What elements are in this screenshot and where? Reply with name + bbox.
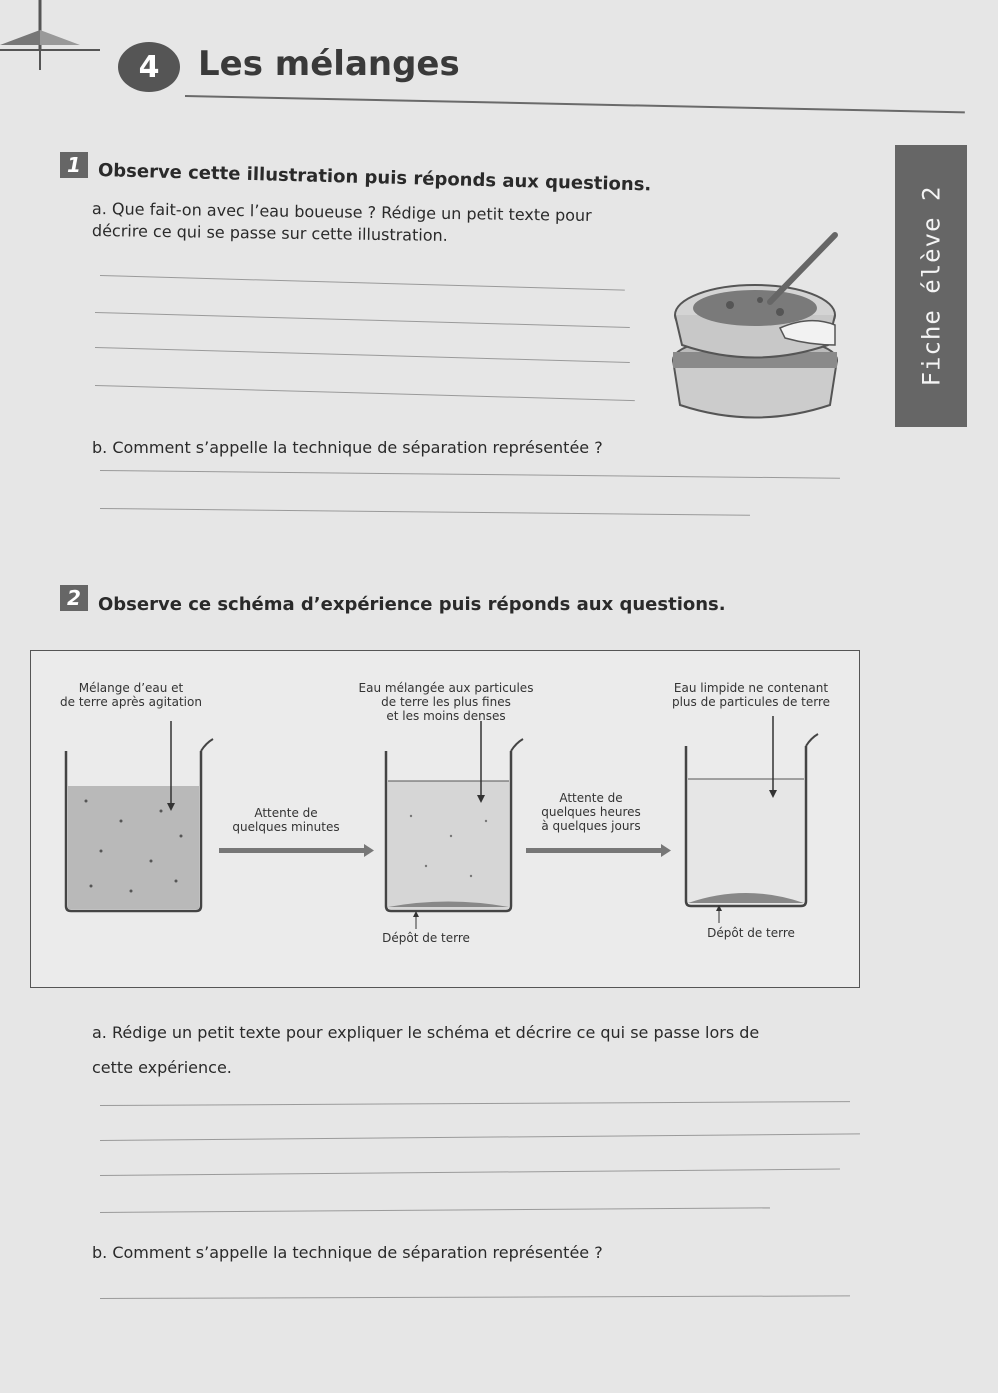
header-divider [185,95,965,113]
answer-line[interactable] [100,470,840,479]
answer-line[interactable] [95,312,630,328]
chapter-number-badge: 4 [118,42,180,92]
beaker-2-label: Eau mélangée aux particules de terre les plus fines et les moins denses [358,681,534,723]
exercise-2-title: Observe ce schéma d’expérience puis réponds aux questions. [98,594,726,615]
answer-line[interactable] [100,1169,840,1176]
exercise-2-question-a-line2: cette expérience. [92,1058,232,1077]
deposit-label-beaker-3: Dépôt de terre [707,926,795,940]
answer-line[interactable] [100,1207,770,1213]
answer-line[interactable] [100,508,750,516]
exercise-1-question-b: b. Comment s’appelle la technique de séparation représentée ? [92,438,603,457]
side-tab-label: Fiche élève 2 [917,185,945,387]
exercise-1-question-a-line1: a. Que fait-on avec l’eau boueuse ? Rédige un petit texte pour [91,199,592,225]
answer-line[interactable] [100,1101,850,1106]
exercise-1-number: 1 [60,152,88,178]
exercise-1-title: Observe cette illustration puis réponds aux questions. [97,160,652,196]
answer-line[interactable] [95,347,630,363]
answer-line[interactable] [100,275,625,291]
exercise-2-number: 2 [60,585,88,611]
experiment-diagram [30,650,860,988]
answer-line[interactable] [100,1133,860,1141]
beaker-1-label: Mélange d’eau et de terre après agitation [60,681,202,709]
exercise-2-question-b: b. Comment s’appelle la technique de séparation représentée ? [92,1243,603,1262]
chapter-title: Les mélanges [198,44,460,84]
arrow-2-label: Attente de quelques heures à quelques jours [541,791,641,833]
answer-line[interactable] [95,385,635,401]
answer-line[interactable] [100,1295,850,1299]
deposit-label-beaker-2: Dépôt de terre [382,931,470,945]
exercise-2-question-a-line1: a. Rédige un petit texte pour expliquer le schéma et décrire ce qui se passe lors de [92,1023,760,1042]
header-decoration [0,0,120,100]
sieve-illustration [660,220,860,430]
worksheet-side-tab [895,145,967,427]
exercise-1-question-a-line2: décrire ce qui se passe sur cette illustration. [91,221,448,245]
beaker-3-label: Eau limpide ne contenant plus de particules de terre [671,681,831,709]
arrow-1-label: Attente de quelques minutes [232,806,340,834]
